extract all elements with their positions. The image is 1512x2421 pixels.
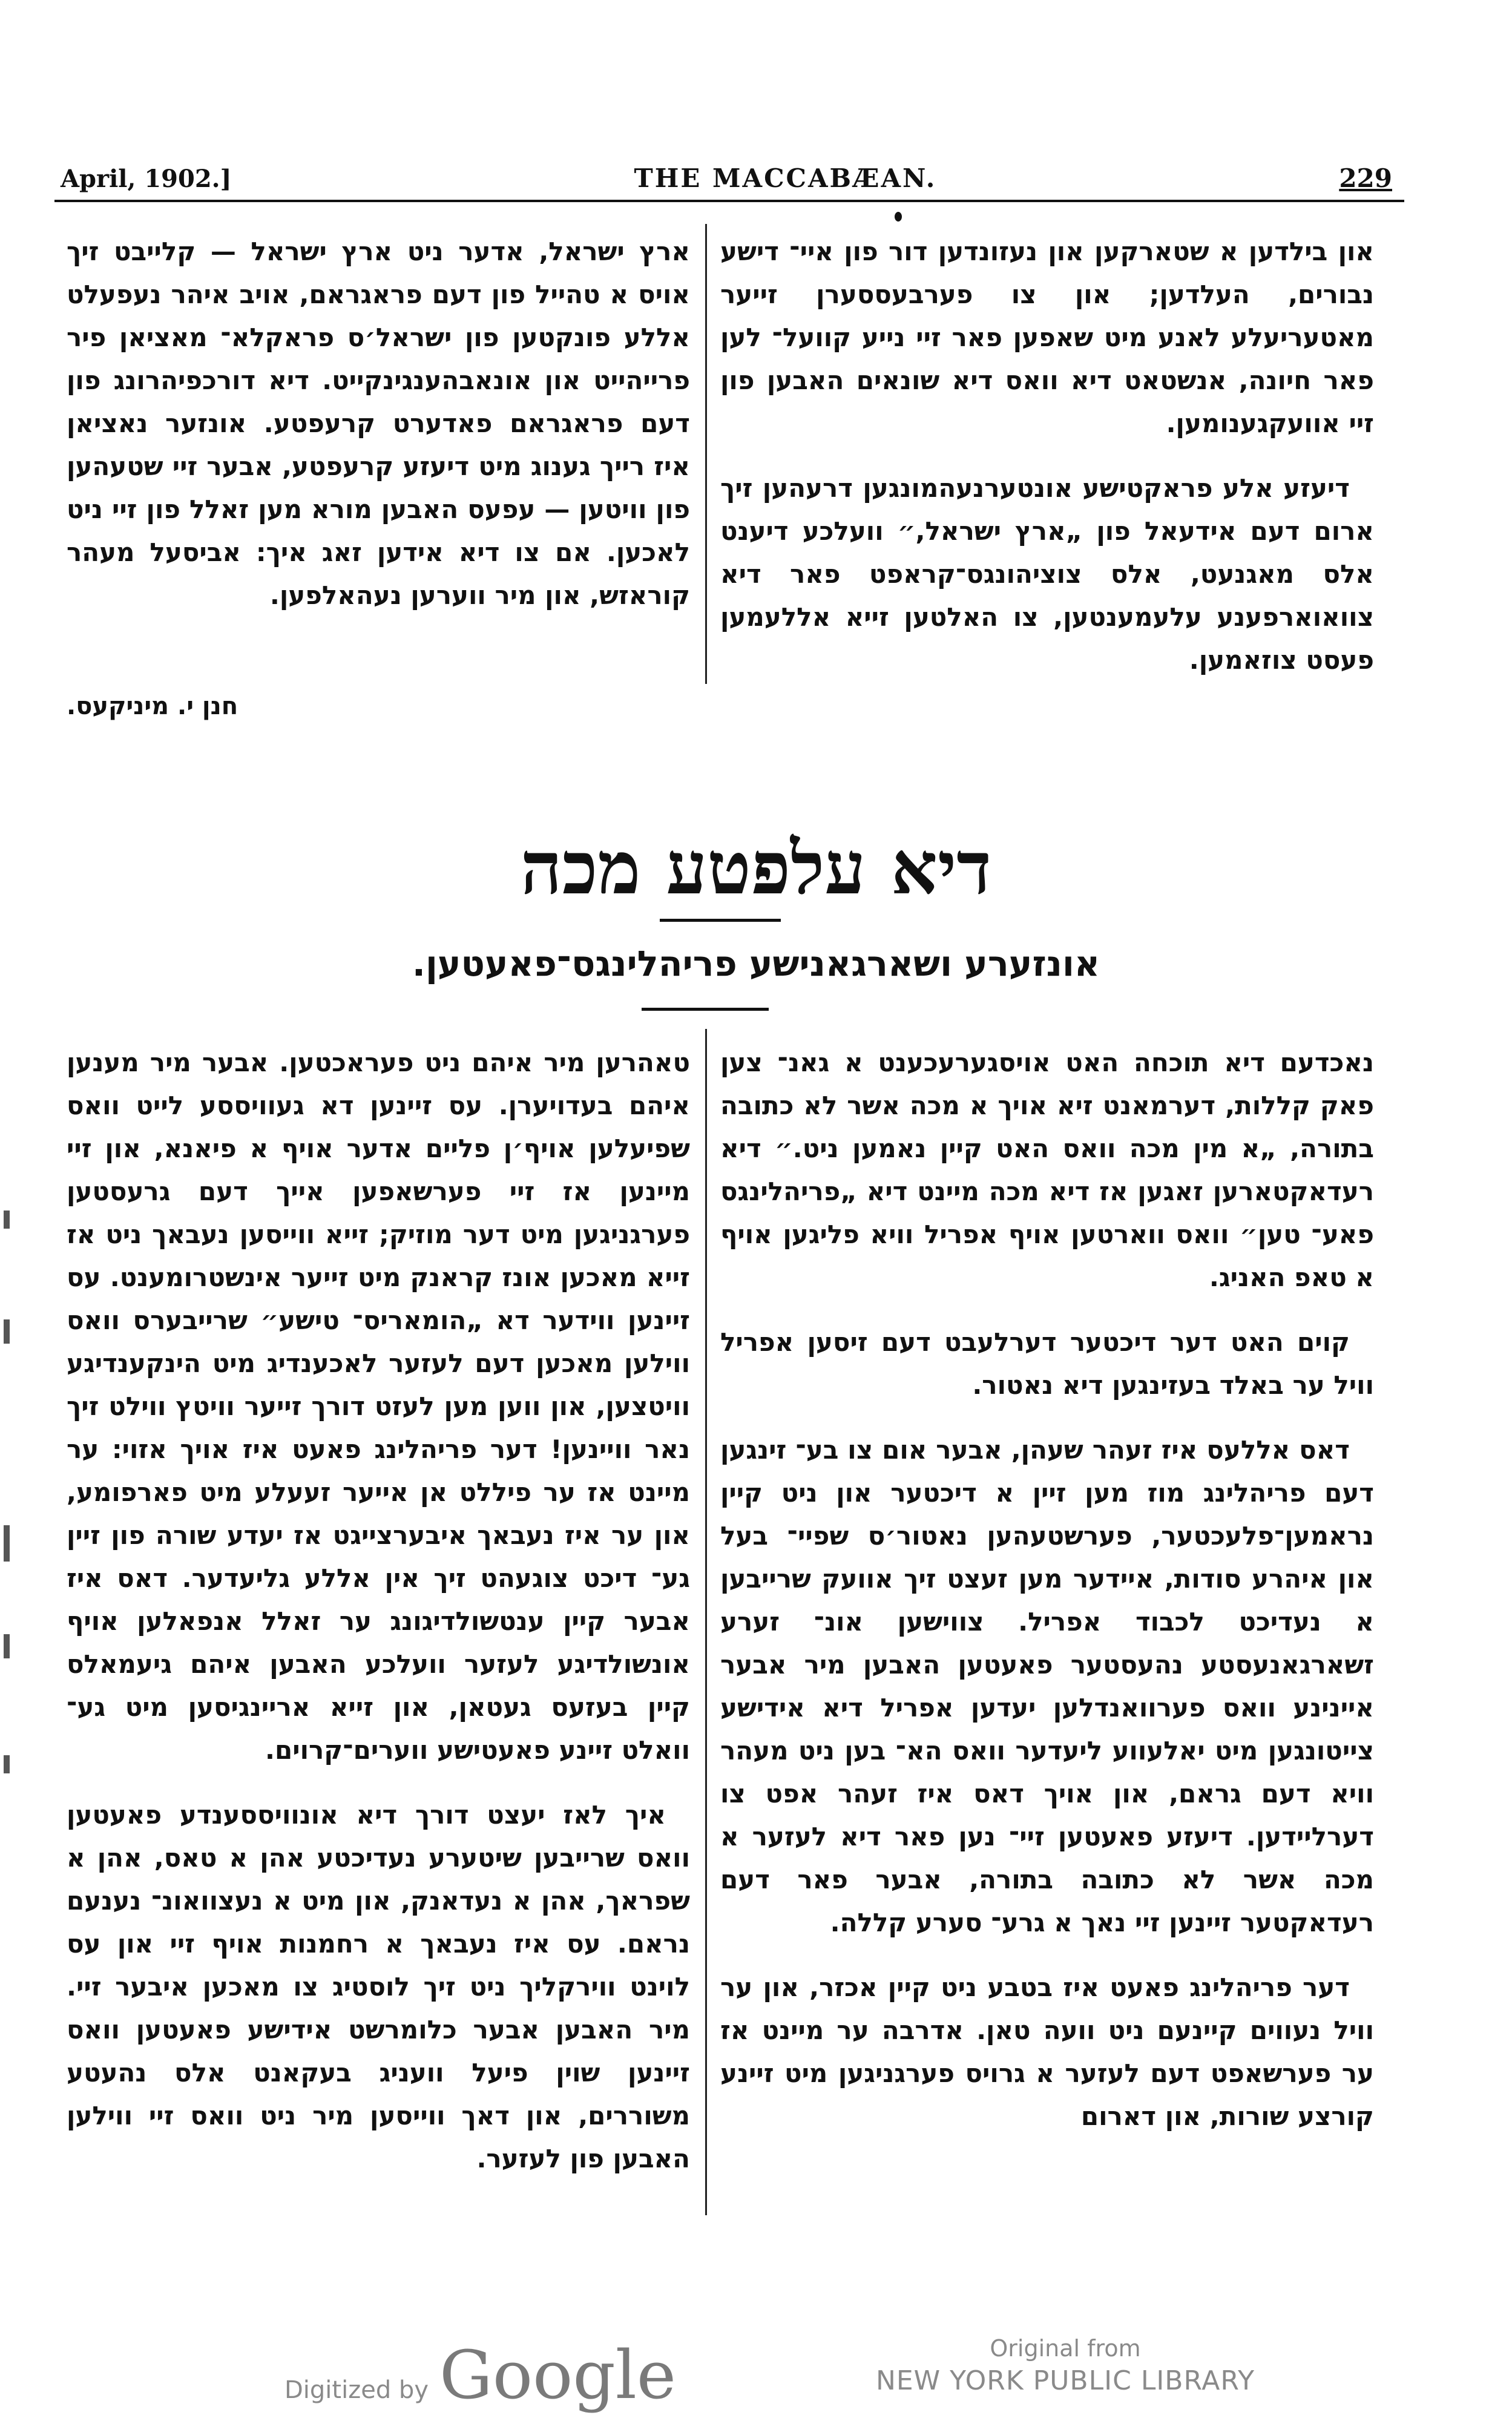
bottom-left-column [67,1041,690,2180]
title-rule [660,919,781,922]
paragraph: און בילדען א שטארקען און נעזונדען דור פון איי־ דישע נבורים, העלדען; און צו פערבעססערן זייער מאטעריעלע לאנע מיט שאפען פאר זיי נייע קוועל־ לען פאר חיונה, אנשטאט דיא וואס דיא שונאים האבען פון זיי אוועקגענומען. [720,237,1374,438]
running-head [61,163,1392,200]
digitized-label: Digitized by [284,2376,429,2404]
paragraph: איך לאז יעצט דורך דיא אונוויססענדע פאעטען וואס שרייבען שיטערע נעדיכטע אהן א טאס, אהן א שפראך, אהן א נעדאנק, און מיט א נעצוואונ־ נענעם נראם. עס איז נעבאך א רחמנות אויף זיי און עס לוינט ווירקליך ניט זיך לוסטיג צו מאכען איבער זיי. מיר האבען אבער כלומרשט אידישע פאעטען וואס זיינען שוין פיעל וועניג בעקאנט אלס נהעטע משוררים, און דאך ווייסען מיר ניט וואס זיי ווילען האבען פון לעזער. [67,1800,690,2173]
ink-dot [895,212,902,222]
digitized-by [284,2336,676,2414]
paragraph: נאכדעם דיא תוכחה האט אויסגערעכענט א גאנ־ צען פאק קללות, דערמאנט זיא אויך א מכה אשר לא כתובה בתורה, „א מין מכה וואס האט קיין נאמען ניט.״ דיא רעדאקטארען זאגען אז דיא מכה מיינט דיא „פריהלינגס פאע־ טען״ וואס ווארטען אויף אפריל וויא פליגען אויף א טאפ האניג. [720,1048,1374,1292]
paragraph: טאהרען מיר איהם ניט פעראכטען. אבער מיר מענען איהם בעדויערן. עס זיינען דא געוויססע לייט וואס שפיעלען אויף׳ן פליים אדער אויף א פיאנא, און זיי מיינען אז זיי פערשאפען אייך דעם גרעסטען פערגניגען מיט דער מוזיק; זייא ווייסען נעבאך ניט אז זייא מאכען אונז קראנק מיט זייער אינשטרומענט. עס זיינען ווידער דא „הומאריס־ טישע״ שרייבערס וואס ווילען מאכען דעם לעזער לאכענדיג מיט הינקענדיגע וויטצען, און ווען מען לעזט דורך זייער וויטץ ווילט זיך נאר וויינען! דער פריהלינג פאעט איז אויך אזוי: ער מיינט אז ער פיללט אן אייער זעעלע מיט פארפומע, און ער איז נעבאך איבערצייגט אז יעדע שורה פון זיין גע־ דיכט צוגעהט זיך אין אללע גליעדער. דאס איז אבער קיין ענטשולדיגונג ער זאלל אנפאלען אויף אונשולדיגע לעזער וועלכע האבען איהם גיעמאלס קיין בעזעס געטאן, און זייא אריינגיסען מיט גע־ וואלט זיינע פאעטישע ווערים־קרוים. [67,1048,690,1765]
top-left-column [67,230,690,617]
issue-date: April, 1902.] [61,165,232,193]
author-signature: חנן י. מיניקעס. [67,692,238,720]
original-source [860,2333,1271,2399]
paragraph: קוים האט דער דיכטער דערלעבט דעם זיסען אפריל וויל ער באלד בעזינגען דיא נאטור. [720,1327,1374,1400]
page-number: 229 [1339,163,1392,193]
paragraph: דאס אללעס איז זעהר שעהן, אבער אום צו בע־ זינגען דעם פריהלינג מוז מען זיין א דיכטער און ניט קיין נראמען־פלעכטער, פערשטעהען נאטור׳ס שפיי־ בעל און איהרע סודות, איידער מען זעצט זיך אוועק שרייבען א נעדיכט לכבוד אפריל. צווישען אונ־ זערע זשארגאנעסטע נהעסטער פאעטען האבען מיר אבער איינינע וואס פערוואנדלען יעדען אפריל דיא אידישע צייטונגען מיט יאלעווע ליעדער וואס הא־ בען ניט מעהר וויא דעם גראם, און אויך דאס איז זעהר אפט צו דערליידען. דיעזע פאעטען זיי־ נען פאר דיא לעזער א מכה אשר לא כתובה בתורה, אבער פאר דעם רעדאקטער זיינען זיי נאך א גרע־ סערע קללה. [720,1435,1374,1937]
paragraph: ארץ ישראל, אדער ניט ארץ ישראל — קלייבט זיך אויס א טהייל פון דעם פראגראם, אויב איהר נעפעלט אללע פונקטען פון ישראל׳ס פראקלא־ מאציאן פיר פרייהייט און אונאבהענגינקייט. דיא דורכפיהרונג פון דעם פראגראם פאדערט קרעפטע. אונזער נאציאן איז רייך גענוג מיט דיעזע קרעפטע, אבער זיי שטעהען פון וויטען — עפעס האבען מורא מען זאלל פון זיי ניט לאכען. אם צו דיא אידען זאג איך: אביסעל מעהר קוראזש, און מיר ווערען נעהאלפען. [67,237,690,610]
google-logo: Google [439,2336,677,2414]
original-label: Original from [990,2335,1141,2362]
library-name: NEW YORK PUBLIC LIBRARY [875,2365,1255,2396]
column-divider [705,224,707,684]
top-right-column [720,230,1374,682]
scan-edge-mark [4,1319,10,1344]
paragraph: דער פריהלינג פאעט איז בטבע ניט קיין אכזר, און ער וויל נעווים קיינעם ניט וועה טאן. אדרבה ער מיינט אז ער פערשאפט דעם לעזער א גרויס פערגניגען מיט זיינע קורצע שורות, און דארום [720,1973,1374,2131]
article-subtitle: אונזערע ושארגאנישע פריהלינגס־פאעטען. [412,943,1100,984]
header-rule [54,200,1404,202]
scan-edge-mark [4,1525,10,1562]
subtitle-rule [642,1008,769,1011]
scan-edge-mark [4,1210,10,1229]
journal-title: THE MACCABÆAN. [634,163,937,193]
column-divider [705,1029,707,2215]
article-title: דיא עלפטע מכה [520,826,992,911]
scan-edge-mark [4,1755,10,1773]
paragraph: דיעזע אלע פראקטישע אונטערנעהמונגען דרעהען זיך ארום דעם אידעאל פון „ארץ ישראל,״ וועלכע דיענט אלס מאגנעט, אלס צוציהונגס־קראפט פאר דיא צוואוארפענע עלעמענטען, צו האלטען זייא אללעמען פעסט צוזאמען. [720,473,1374,675]
scan-edge-mark [4,1634,10,1658]
bottom-right-column [720,1041,1374,2138]
